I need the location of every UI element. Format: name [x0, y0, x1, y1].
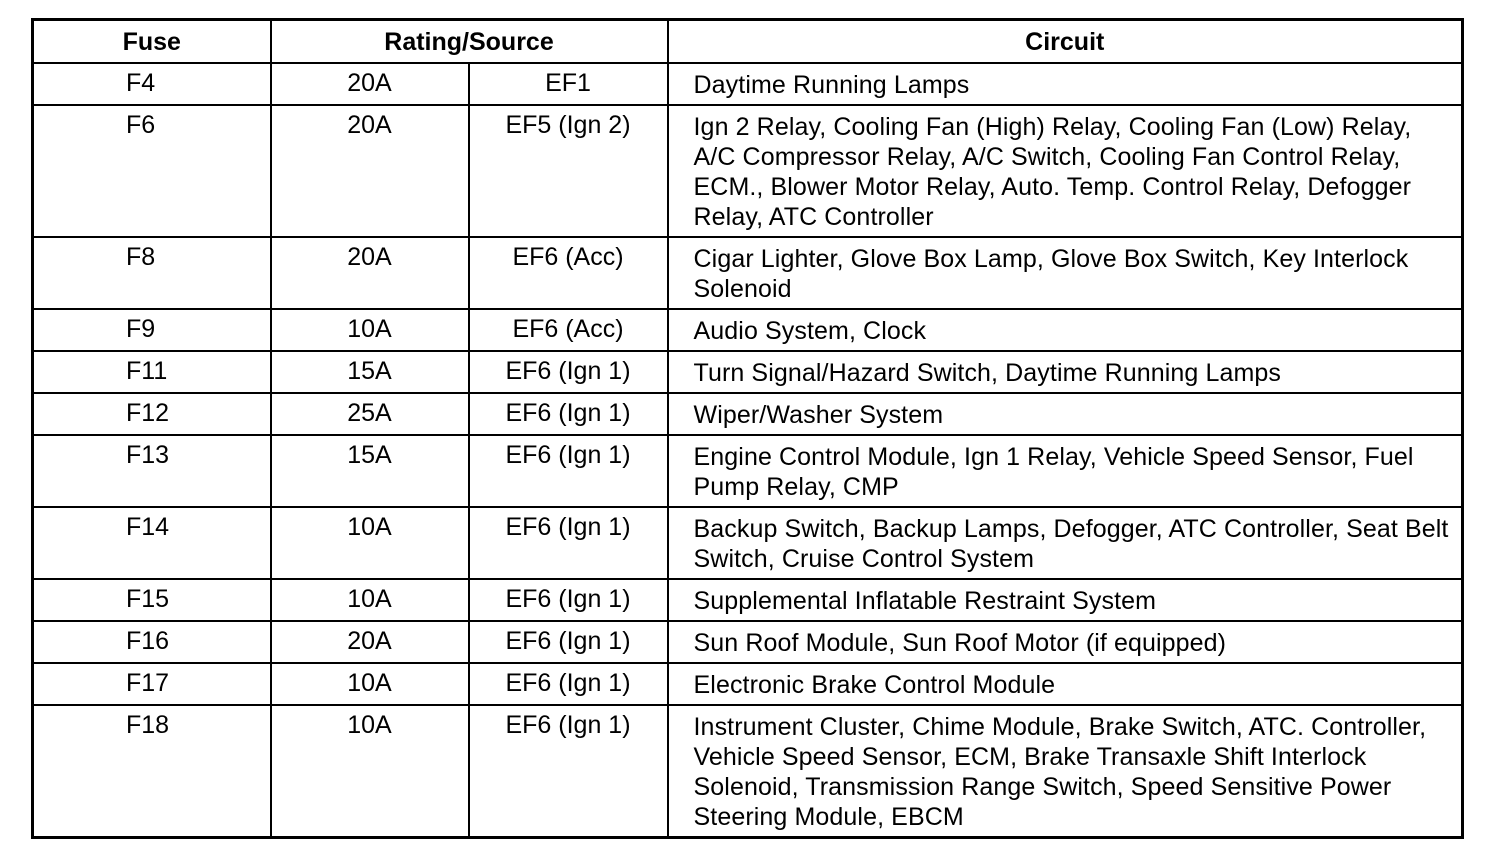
table-row	[33, 621, 1463, 663]
table-row	[33, 579, 1463, 621]
rating-cell: 25A	[271, 393, 469, 435]
source-cell: EF6 (Ign 1)	[469, 393, 668, 435]
fuse-cell: F4	[33, 63, 271, 105]
source-cell: EF6 (Acc)	[469, 309, 668, 351]
circuit-cell: Backup Switch, Backup Lamps, Defogger, ATC Controller, Seat Belt Switch, Cruise Control System	[668, 507, 1463, 579]
table-header	[33, 20, 1463, 64]
fuse-table	[31, 18, 1464, 839]
circuit-cell: Wiper/Washer System	[668, 393, 1463, 435]
rating-cell: 10A	[271, 705, 469, 838]
fuse-cell: F16	[33, 621, 271, 663]
table-row	[33, 393, 1463, 435]
circuit-cell: Turn Signal/Hazard Switch, Daytime Running Lamps	[668, 351, 1463, 393]
source-cell: EF6 (Ign 1)	[469, 705, 668, 838]
table-body	[33, 63, 1463, 838]
circuit-cell: Electronic Brake Control Module	[668, 663, 1463, 705]
table-row	[33, 705, 1463, 838]
circuit-cell: Engine Control Module, Ign 1 Relay, Vehicle Speed Sensor, Fuel Pump Relay, CMP	[668, 435, 1463, 507]
fuse-cell: F12	[33, 393, 271, 435]
source-cell: EF6 (Ign 1)	[469, 579, 668, 621]
source-cell: EF6 (Ign 1)	[469, 621, 668, 663]
table-row	[33, 105, 1463, 237]
rating-cell: 15A	[271, 435, 469, 507]
table-row	[33, 351, 1463, 393]
rating-cell: 15A	[271, 351, 469, 393]
circuit-cell: Daytime Running Lamps	[668, 63, 1463, 105]
rating-cell: 10A	[271, 309, 469, 351]
table-row	[33, 507, 1463, 579]
rating-cell: 10A	[271, 579, 469, 621]
circuit-cell: Cigar Lighter, Glove Box Lamp, Glove Box Switch, Key Interlock Solenoid	[668, 237, 1463, 309]
fuse-cell: F9	[33, 309, 271, 351]
header-row	[33, 20, 1463, 64]
fuse-cell: F17	[33, 663, 271, 705]
fuse-cell: F8	[33, 237, 271, 309]
circuit-cell: Sun Roof Module, Sun Roof Motor (if equipped)	[668, 621, 1463, 663]
source-cell: EF1	[469, 63, 668, 105]
source-cell: EF6 (Acc)	[469, 237, 668, 309]
rating-cell: 20A	[271, 105, 469, 237]
fuse-cell: F6	[33, 105, 271, 237]
circuit-cell: Audio System, Clock	[668, 309, 1463, 351]
source-cell: EF5 (Ign 2)	[469, 105, 668, 237]
table-row	[33, 237, 1463, 309]
fuse-cell: F13	[33, 435, 271, 507]
source-cell: EF6 (Ign 1)	[469, 435, 668, 507]
rating-cell: 10A	[271, 663, 469, 705]
rating-cell: 10A	[271, 507, 469, 579]
rating-cell: 20A	[271, 63, 469, 105]
fuse-cell: F11	[33, 351, 271, 393]
fuse-cell: F14	[33, 507, 271, 579]
header-rating-source: Rating/Source	[271, 20, 668, 64]
circuit-cell: Ign 2 Relay, Cooling Fan (High) Relay, Cooling Fan (Low) Relay, A/C Compressor Relay, A/C Switch, Cooling Fan Control Relay, ECM., Blower Motor Relay, Auto. Temp. Control Relay, Defogger Relay, ATC Controller	[668, 105, 1463, 237]
fuse-cell: F18	[33, 705, 271, 838]
fuse-cell: F15	[33, 579, 271, 621]
source-cell: EF6 (Ign 1)	[469, 351, 668, 393]
source-cell: EF6 (Ign 1)	[469, 507, 668, 579]
circuit-cell: Supplemental Inflatable Restraint System	[668, 579, 1463, 621]
table-row	[33, 435, 1463, 507]
table-row	[33, 663, 1463, 705]
table-row	[33, 63, 1463, 105]
rating-cell: 20A	[271, 621, 469, 663]
header-fuse: Fuse	[33, 20, 271, 64]
source-cell: EF6 (Ign 1)	[469, 663, 668, 705]
table-row	[33, 309, 1463, 351]
circuit-cell: Instrument Cluster, Chime Module, Brake Switch, ATC. Controller, Vehicle Speed Sensor, ECM, Brake Transaxle Shift Interlock Solenoid, Transmission Range Switch, Speed Sensitive Power Steering Module, EBCM	[668, 705, 1463, 838]
rating-cell: 20A	[271, 237, 469, 309]
header-circuit: Circuit	[668, 20, 1463, 64]
